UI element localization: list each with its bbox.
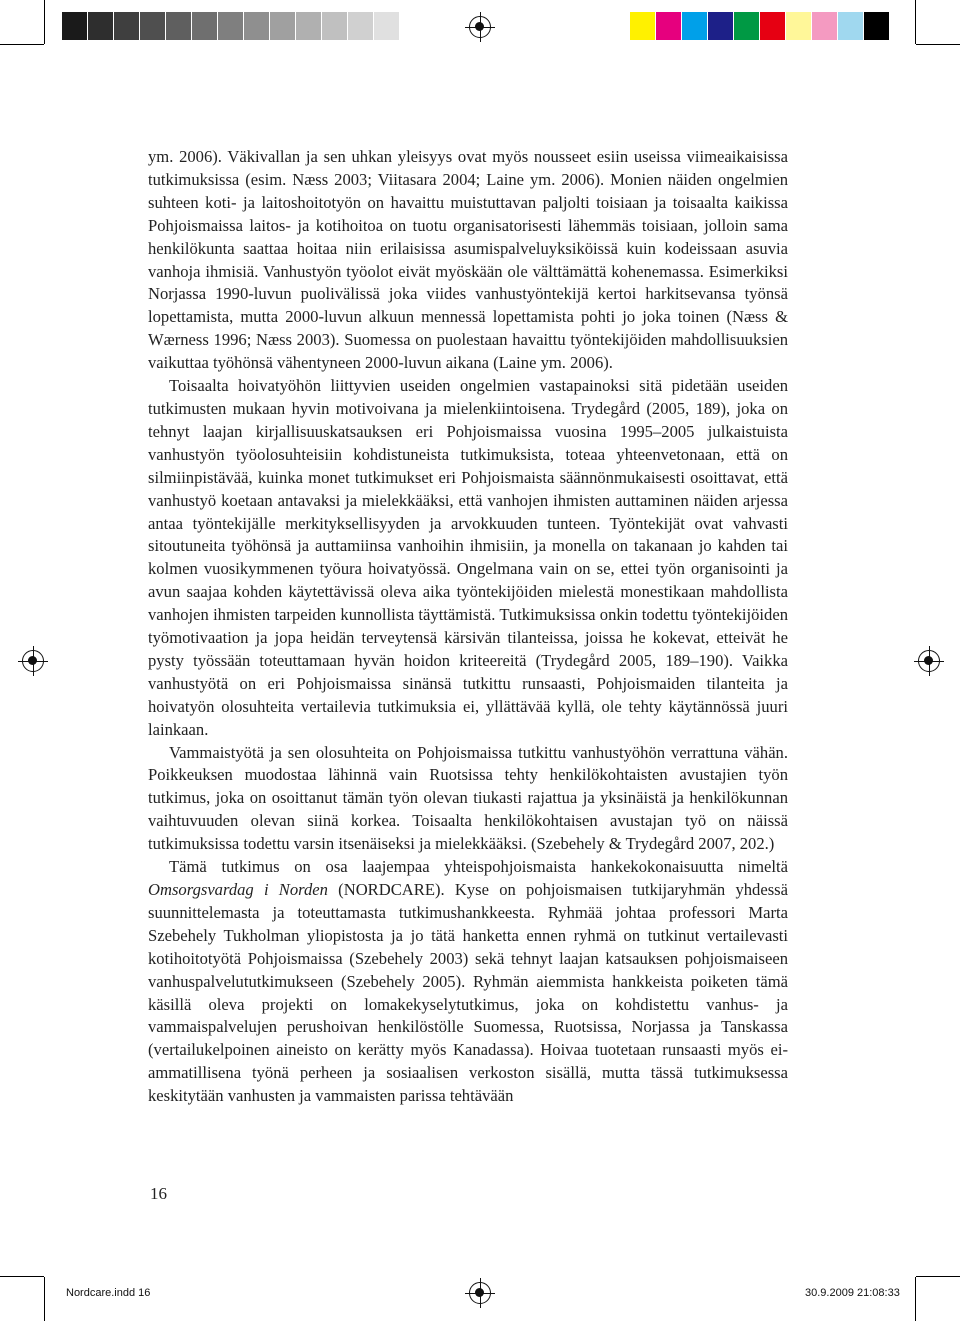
registration-mark-icon [469, 1282, 491, 1304]
page-number: 16 [150, 1184, 167, 1203]
crop-mark [0, 44, 44, 45]
color-swatch [296, 12, 321, 40]
crop-mark [915, 1277, 916, 1321]
color-swatch [218, 12, 243, 40]
grayscale-bar [62, 12, 400, 40]
color-swatch [812, 12, 837, 40]
color-swatch [708, 12, 733, 40]
color-swatch [62, 12, 87, 40]
color-swatch [682, 12, 707, 40]
paragraph [148, 856, 788, 1108]
color-bar [630, 12, 890, 40]
color-swatch [734, 12, 759, 40]
registration-mark-icon [918, 650, 940, 672]
color-swatch [166, 12, 191, 40]
crop-mark [915, 0, 916, 44]
registration-mark-icon [22, 650, 44, 672]
color-swatch [114, 12, 139, 40]
slug-date: 30.9.2009 21:08:33 [805, 1287, 900, 1299]
crop-mark [44, 0, 45, 44]
color-swatch [838, 12, 863, 40]
color-swatch [192, 12, 217, 40]
color-swatch [244, 12, 269, 40]
color-swatch [374, 12, 399, 40]
paragraph: Toisaalta hoivatyöhön liittyvien useiden ongelmien vastapainoksi sitä pidetään useiden tutkimusten mukaan hyvin motivoivana ja mielenkiintoisena. Trydegård (2005, 189), joka on tehnyt laajan kirjallisuuskatsauksen eri Pohjoismaissa vuosina 1995–2005 julkaistuista vanhustyön työolosuhteisiin kohdistuneista tutkimuksista, toteaa yhteenvetonaan, että on silmiinpistävää, kuinka monet tutkimukset eri Pohjoismaista säännönmukaisesti osoittavat, että vanhustyö koetaan antavaksi ja mielekkääksi, että vanhojen ihmisten auttaminen näiden arjessa antaa työntekijälle merkityksellisyyden ja arvokkuuden tunteen. Työntekijät ovat vahvasti sitoutuneita työhönsä ja auttamiinsa vanhoihin ihmisiin, ja monella on takanaan jo kahden tai kolmen vuosikymmenen työura hoivatyössä. Ongelmana vain on se, ettei työn organisointi ja avun saajaa kohden käytettävissä oleva aika työntekijöiden mielestä monestikaan mahdollista vanhojen ihmisten tarpeiden kunnollista täyttämistä. Tutkimuksissa onkin todettu työntekijöiden työmotivaation ja jopa heidän terveytensä kärsivän tilanteissa, joissa he kokevat, etteivät he pysty työssään toteuttamaan hyvän hoidon kriteereitä (Trydegård 2005, 189–190). Vaikka vanhustyötä on eri Pohjoismaissa sinänsä tutkittu runsaasti, Pohjoismaiden tilanteita ja hoivatyön olosuhteita vertailevia tutkimuksia ei, yllättävää kyllä, ole tehty käytännössä juuri lainkaan. [148, 376, 788, 739]
project-title: Omsorgsvardag i Norden [148, 880, 328, 899]
color-swatch [348, 12, 373, 40]
color-swatch [630, 12, 655, 40]
text-run: Tämä tutkimus on osa laajempaa yhteispohjoismaista hankekokonaisuutta nimeltä [169, 857, 788, 877]
color-swatch [270, 12, 295, 40]
crop-mark [0, 1276, 44, 1277]
color-swatch [656, 12, 681, 40]
color-swatch [786, 12, 811, 40]
slug-file: Nordcare.indd 16 [66, 1287, 151, 1299]
body-text [148, 146, 788, 1108]
crop-mark [916, 44, 960, 45]
paragraph: ym. 2006). Väkivallan ja sen uhkan yleisyys ovat myös nousseet esiin useissa viimeaikaisissa tutkimuksissa (esim. Næss 2003; Viitasara 2004; Laine ym. 2006). Monien näiden ongelmien suhteen koti- ja laitoshoitotyön on havaittu muistuttavan paljolti toisiaan ja toisaalta kaikissa Pohjoismaissa laitos- ja kotihoitoa on tuotu organisatorisesti lähemmäs toisiaan, jolloin sama henkilökunta saattaa hoitaa niin erilaisissa asumispalveluyksiköissä kuin kodeissaan asuvia vanhoja ihmisiä. Vanhustyön työolot eivät myöskään ole välttämättä kohenemassa. Esimerkiksi Norjassa 1990-luvun puolivälissä joka viides vanhustyöntekijä kertoi harkitsevansa työnsä lopettamista, mutta 2000-luvun alkuun mennessä lopettamista pohti jo joka toinen (Næss & Wærness 1996; Næss 2003). Suomessa on puolestaan havaittu työntekijöiden mahdollisuuksien vaikuttaa työhönsä vähentyneen 2000-luvun aikana (Laine ym. 2006). [148, 147, 788, 373]
crop-mark [44, 1277, 45, 1321]
color-swatch [322, 12, 347, 40]
crop-mark [916, 1276, 960, 1277]
text-run: (NORDCARE). Kyse on pohjoismaisen tutkijaryhmän yhdessä suunnittelemasta ja toteuttamasta tutkimushankkeesta. Ryhmää johtaa professori Marta Szebehely Tukholman yliopistosta ja jo tätä hanketta ennen ryhmä on tutkinut vertailevasti kotihoitotyötä Pohjoismaissa (Szebehely 2003) sekä tehnyt laajan katsauksen pohjoismaiseen vanhuspalvelututkimukseen (Szebehely 2005). Ryhmän aiemmista hankkeista poiketen tämä käsillä oleva projekti on lomakekyselytutkimus, joka on kohdistettu vanhus- ja vammaispalvelujen perushoivan henkilöstölle Suomessa, Ruotsissa, Norjassa ja Tanskassa (vertailukelpoinen aineisto on kerätty myös Kanadassa). Hoivaa tuotetaan runsaasti myös ei-ammatillisena työnä perheen ja sosiaalisen verkoston sisällä, mutta tässä tutkimuksessa keskitytään vanhusten ja vammaisten parissa tehtävään [148, 880, 788, 1106]
registration-mark-icon [469, 16, 491, 38]
color-swatch [88, 12, 113, 40]
color-swatch [140, 12, 165, 40]
color-swatch [864, 12, 889, 40]
paragraph: Vammaistyötä ja sen olosuhteita on Pohjoismaissa tutkittu vanhustyöhön verrattuna vähän. Poikkeuksen muodostaa lähinnä vain Ruotsissa tehty henkilökohtaisten avustajien työn tutkimus, joka on osoittanut tämän työn olevan tiukasti rajattua ja yksinäistä ja henkilökunnan vaihtuvuuden olevan siinä korkea. Toisaalta henkilökohtaisen avustajan työ on näissä tutkimuksissa todettu varsin itsenäiseksi ja mielekkääksi. (Szebehely & Trydegård 2007, 202.) [148, 742, 788, 854]
color-swatch [760, 12, 785, 40]
